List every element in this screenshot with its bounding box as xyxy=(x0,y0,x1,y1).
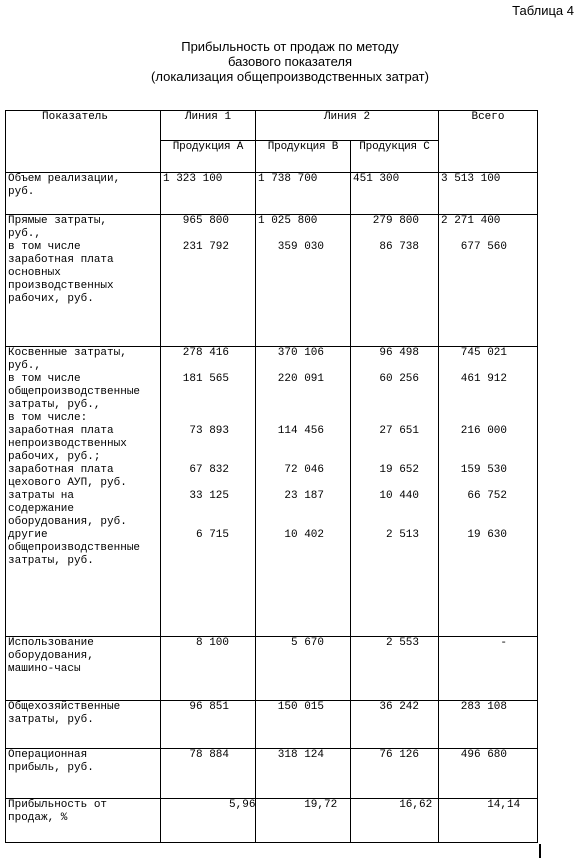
header-total: Всего xyxy=(439,111,538,173)
cell-product-a: 78 884 xyxy=(161,749,256,799)
title-line-2: базового показателя xyxy=(227,54,353,69)
cell-product-c: 451 300 xyxy=(351,173,439,215)
cell-product-b: 1 025 800 359 030 xyxy=(256,215,351,347)
row-label: Объем реализации, руб. xyxy=(6,173,161,215)
cell-product-a: 278 416 181 565 73 893 67 832 33 125 6 715 xyxy=(161,347,256,637)
cell-product-c: 76 126 xyxy=(351,749,439,799)
cell-product-a: 5,96 xyxy=(161,799,256,843)
table-row xyxy=(6,799,538,843)
title-line-1: Прибыльность от продаж по методу xyxy=(181,39,399,54)
profitability-table xyxy=(5,110,538,843)
table-row xyxy=(6,637,538,701)
cell-total: 14,14 xyxy=(439,799,538,843)
cell-total: 3 513 100 xyxy=(439,173,538,215)
table-row xyxy=(6,173,538,215)
header-indicator: Показатель xyxy=(6,111,161,173)
row-label: Использование оборудования, машино-часы xyxy=(6,637,161,701)
row-label: Прямые затраты, руб., в том числе заработная плата основных производственных рабочих, руб. xyxy=(6,215,161,347)
cell-total: - xyxy=(439,637,538,701)
cell-product-c: 36 242 xyxy=(351,701,439,749)
title-line-3: (локализация общепроизводственных затрат) xyxy=(151,69,429,84)
cell-product-c: 96 498 60 256 27 651 19 652 10 440 2 513 xyxy=(351,347,439,637)
text-cursor xyxy=(539,844,541,858)
cell-product-a: 1 323 100 xyxy=(161,173,256,215)
row-label: Прибыльность от продаж, % xyxy=(6,799,161,843)
cell-total: 745 021 461 912 216 000 159 530 66 752 19 630 xyxy=(439,347,538,637)
header-product-c: Продукция С xyxy=(351,141,439,173)
cell-product-c: 2 553 xyxy=(351,637,439,701)
row-label: Косвенные затраты, руб., в том числе общепроизводственные затраты, руб., в том числе: заработная плата непроизводственных рабочих, руб.; заработная плата цехового АУП, руб. затраты на содержание оборудования, руб. другие общепроизводственные затраты, руб. xyxy=(6,347,161,637)
cell-product-c: 16,62 xyxy=(351,799,439,843)
cell-product-b: 19,72 xyxy=(256,799,351,843)
cell-product-a: 96 851 xyxy=(161,701,256,749)
header-product-a: Продукция А xyxy=(161,141,256,173)
table-row xyxy=(6,215,538,347)
cell-product-b: 1 738 700 xyxy=(256,173,351,215)
cell-total: 2 271 400 677 560 xyxy=(439,215,538,347)
table-row xyxy=(6,701,538,749)
table-number: Таблица 4 xyxy=(512,3,574,18)
cell-total: 496 680 xyxy=(439,749,538,799)
cell-product-a: 8 100 xyxy=(161,637,256,701)
table-row xyxy=(6,749,538,799)
row-label: Общехозяйственные затраты, руб. xyxy=(6,701,161,749)
row-label: Операционная прибыль, руб. xyxy=(6,749,161,799)
header-row-1 xyxy=(6,111,538,141)
cell-product-b: 150 015 xyxy=(256,701,351,749)
header-line-1: Линия 1 xyxy=(161,111,256,141)
cell-product-b: 370 106 220 091 114 456 72 046 23 187 10 402 xyxy=(256,347,351,637)
cell-product-c: 279 800 86 738 xyxy=(351,215,439,347)
cell-product-a: 965 800 231 792 xyxy=(161,215,256,347)
header-product-b: Продукция В xyxy=(256,141,351,173)
header-line-2: Линия 2 xyxy=(256,111,439,141)
cell-total: 283 108 xyxy=(439,701,538,749)
table-row xyxy=(6,347,538,637)
cell-product-b: 5 670 xyxy=(256,637,351,701)
table-title xyxy=(0,39,580,84)
cell-product-b: 318 124 xyxy=(256,749,351,799)
